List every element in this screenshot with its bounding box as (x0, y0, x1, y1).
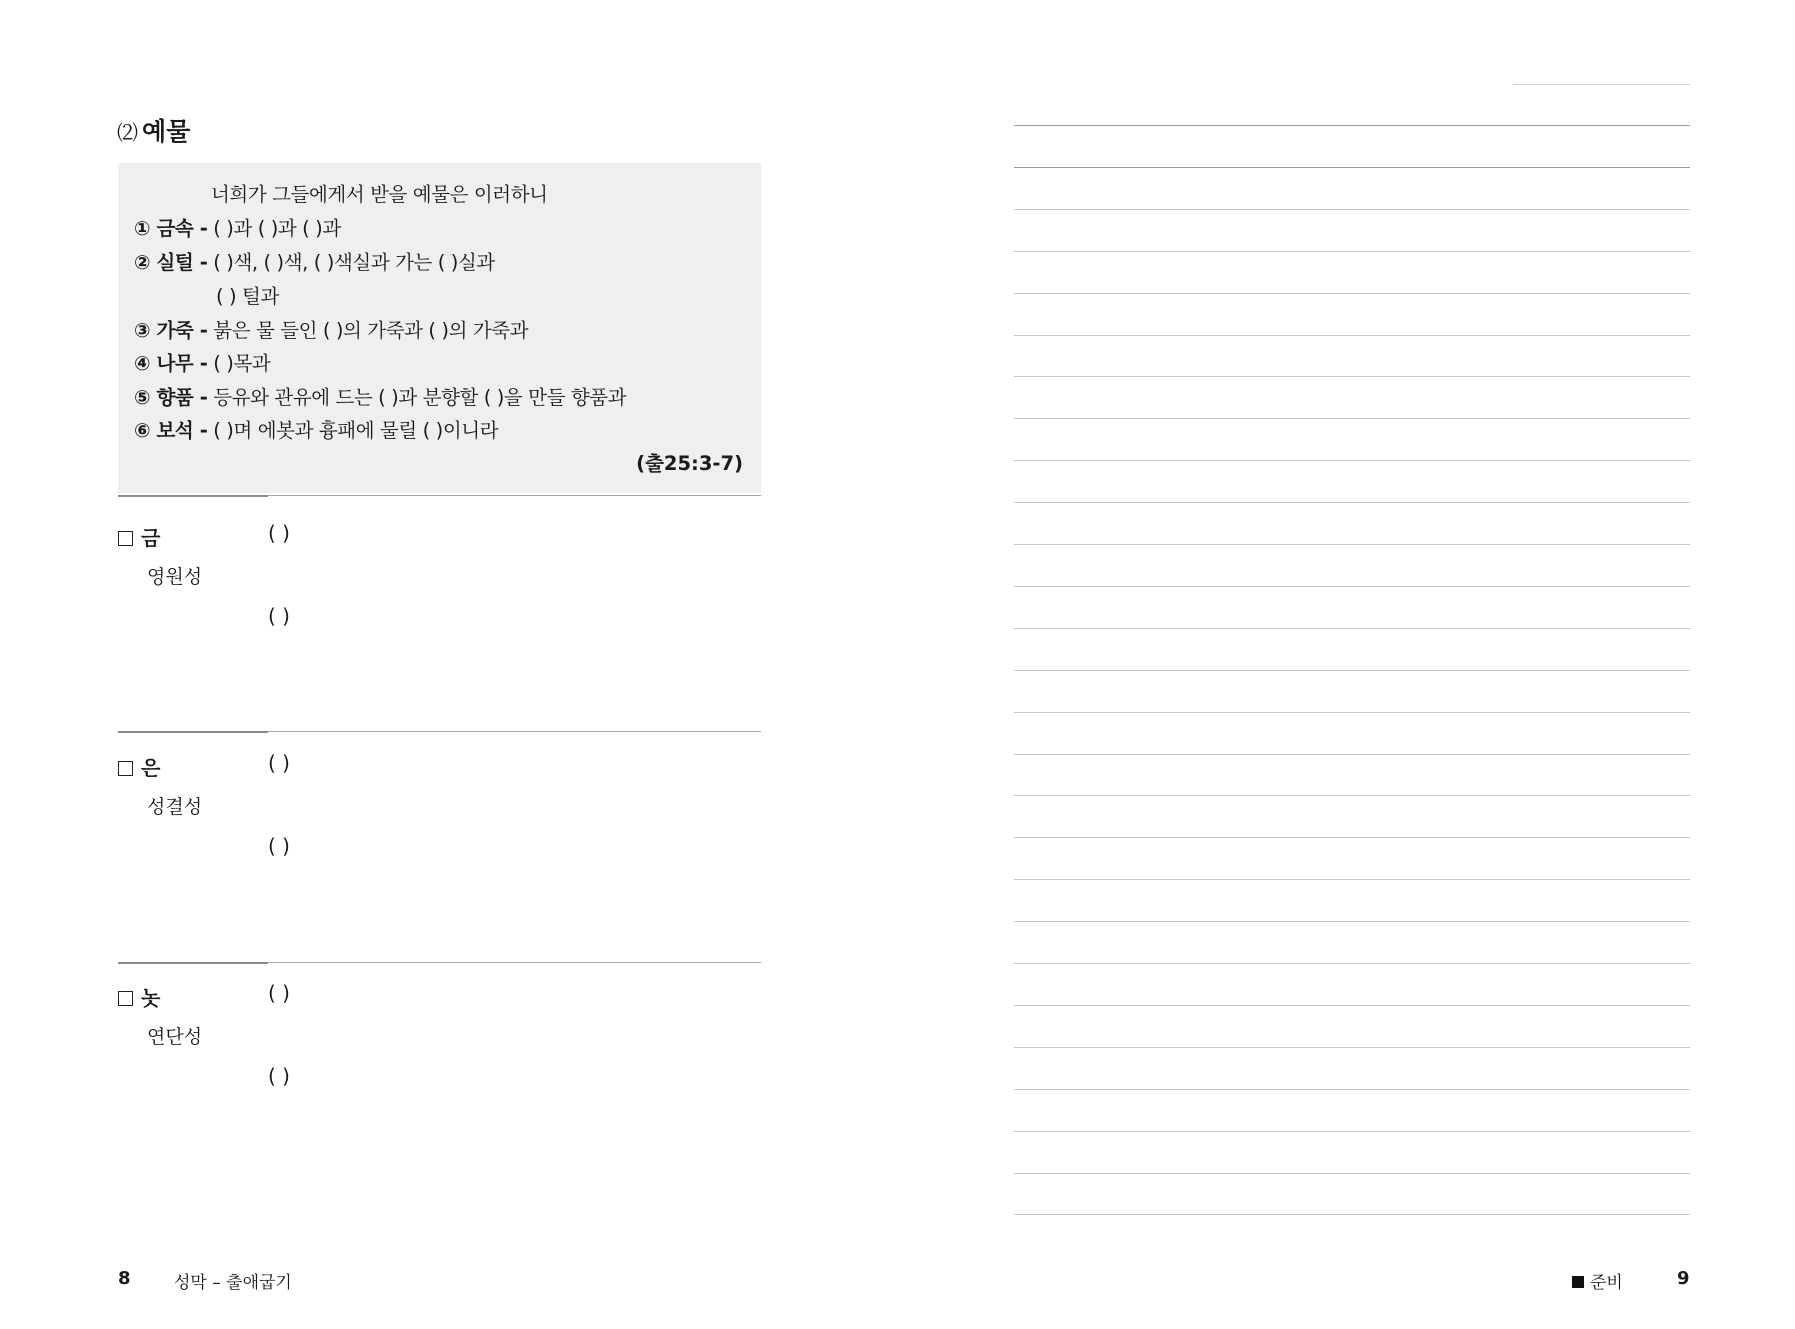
item-blank: ( ) (268, 751, 290, 775)
right-running-section (1572, 1268, 1623, 1293)
item-blank: ( ) (268, 521, 290, 545)
divider-accent (118, 962, 268, 964)
scripture-line-label: ③ 가죽 - (134, 319, 208, 342)
writing-line (1014, 586, 1690, 587)
section-title (117, 112, 190, 148)
writing-line (1014, 1214, 1690, 1215)
writing-line (1014, 125, 1690, 126)
scripture-line-label: ④ 나무 - (134, 352, 208, 375)
scripture-line-text: 붉은 물 들인 ( )의 가죽과 ( )의 가죽과 (207, 319, 529, 342)
scripture-line-4 (134, 348, 270, 376)
writing-line (1014, 963, 1690, 964)
writing-line (1014, 1173, 1690, 1174)
scripture-line-2-cont (216, 281, 279, 309)
item-name: 놋 (141, 986, 161, 1010)
scripture-reference: (출25:3-7) (636, 452, 743, 475)
item-divider (118, 962, 761, 963)
writing-line (1014, 209, 1690, 210)
writing-line (1014, 712, 1690, 713)
scripture-line-label: ② 실털 - (134, 251, 208, 274)
scripture-line-5 (134, 382, 626, 410)
left-running-title: 성막 – 출애굽기 (174, 1273, 292, 1293)
item-title-bronze (118, 982, 160, 1011)
writing-line (1014, 879, 1690, 880)
writing-line (1014, 418, 1690, 419)
scripture-line-1 (134, 213, 341, 241)
item-title-gold (118, 522, 160, 551)
left-page-number: 8 (118, 1268, 131, 1289)
writing-line (1014, 460, 1690, 461)
writing-line (1014, 795, 1690, 796)
writing-line (1014, 1131, 1690, 1132)
item-name: 금 (141, 526, 161, 550)
scripture-line-6 (134, 415, 498, 443)
scripture-line-label: ⑤ 향품 - (134, 386, 208, 409)
checkbox-icon[interactable] (118, 991, 133, 1006)
checkbox-icon[interactable] (118, 761, 133, 776)
writing-line (1014, 335, 1690, 336)
writing-line (1014, 1005, 1690, 1006)
writing-line (1014, 1047, 1690, 1048)
item-blank: ( ) (268, 604, 290, 628)
scripture-line-3 (134, 315, 528, 343)
writing-line (1014, 502, 1690, 503)
item-title-silver (118, 752, 160, 781)
right-section-label: 준비 (1590, 1273, 1623, 1293)
writing-line (1014, 293, 1690, 294)
scripture-line-text: ( )며 에봇과 흉패에 물릴 ( )이니라 (207, 419, 499, 442)
item-divider (118, 495, 761, 496)
scripture-line-text: ( )색, ( )색, ( )색실과 가는 ( )실과 (207, 251, 495, 274)
item-name: 은 (141, 756, 161, 780)
checkbox-icon[interactable] (118, 531, 133, 546)
scripture-intro: 너희가 그들에게서 받을 예물은 이러하니 (211, 183, 548, 206)
divider-accent (118, 731, 268, 733)
right-page-number: 9 (1677, 1268, 1690, 1289)
item-divider (118, 731, 761, 732)
scripture-box (118, 163, 761, 493)
writing-line (1014, 376, 1690, 377)
writing-line (1014, 837, 1690, 838)
scripture-line-text: ( ) 털과 (216, 285, 279, 308)
section-title-text: 예물 (142, 117, 191, 146)
section-number: ⑵ (117, 121, 138, 145)
item-meaning: 성결성 (147, 796, 203, 818)
divider-accent (118, 495, 268, 497)
scripture-line-label: ⑥ 보석 - (134, 419, 208, 442)
item-meaning: 연단성 (147, 1026, 203, 1048)
item-blank: ( ) (268, 981, 290, 1005)
writing-line (1014, 670, 1690, 671)
writing-line (1014, 1089, 1690, 1090)
item-blank: ( ) (268, 1064, 290, 1088)
scripture-line-text: ( )목과 (207, 352, 271, 375)
writing-line (1014, 167, 1690, 168)
writing-line (1014, 544, 1690, 545)
item-blank: ( ) (268, 834, 290, 858)
writing-line (1014, 628, 1690, 629)
square-bullet-icon (1572, 1276, 1584, 1288)
scripture-line-text: 등유와 관유에 드는 ( )과 분향할 ( )을 만들 향품과 (207, 386, 627, 409)
writing-line (1014, 921, 1690, 922)
scripture-line-text: ( )과 ( )과 ( )과 (207, 217, 341, 240)
writing-line (1014, 754, 1690, 755)
scripture-line-label: ① 금속 - (134, 217, 208, 240)
writing-line (1014, 251, 1690, 252)
scripture-line-2 (134, 247, 495, 275)
item-meaning: 영원성 (147, 566, 203, 588)
header-rule (1513, 84, 1690, 85)
